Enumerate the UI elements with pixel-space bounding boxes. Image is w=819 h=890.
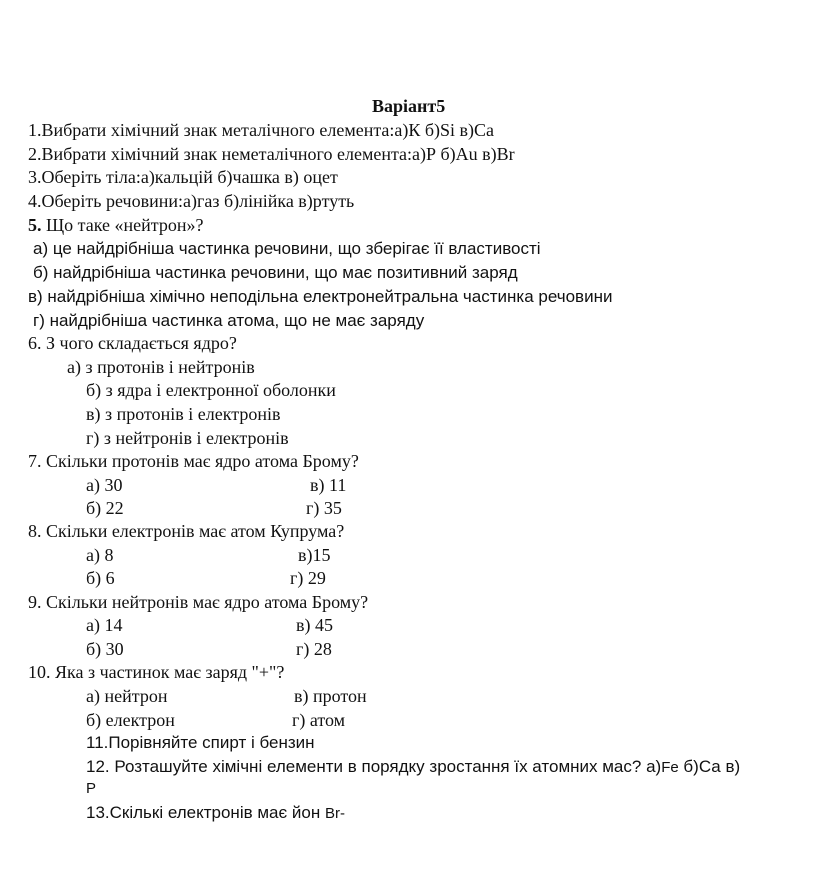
question-8-option-c: в)15 [298,545,331,565]
question-1: 1.Вибрати хімічний знак металічного елемента:а)К б)Si в)Ca [28,120,495,140]
question-5-text: Що таке «нейтрон»? [41,215,204,235]
question-8-option-b: б) 6 [86,568,115,588]
question-5-option-c: в) найдрібніша хімічно неподільна електронейтральна частинка речовини [28,287,613,306]
question-7: 7. Скільки протонів має ядро атома Брому? [28,451,359,471]
question-10-option-d: г) атом [292,710,346,730]
question-9-option-a: а) 14 [86,615,123,635]
question-9-option-c: в) 45 [296,615,333,635]
question-5-option-d: г) найдрібніша частинка атома, що не має заряду [33,311,425,330]
question-8-option-d: г) 29 [290,568,326,588]
question-6-option-b: б) з ядра і електронної оболонки [86,380,336,400]
question-12-option-a: а) [646,757,662,776]
question-10-option-b: б) електрон [86,710,175,730]
question-9: 9. Скільки нейтронів має ядро атома Брому? [28,592,369,612]
question-12-options-bc: б)Са в) [678,757,741,776]
question-13 [86,804,345,821]
question-12-element-p: Р [86,780,97,797]
question-9-option-d: г) 28 [296,639,332,659]
question-6-option-c: в) з протонів і електронів [86,404,281,424]
question-13-text: 13.Скількі електронів має йон [86,803,325,822]
question-7-option-d: г) 35 [306,498,342,518]
question-3: 3.Оберіть тіла:а)кальцій б)чашка в) оцет [28,167,338,187]
question-12-element-fe: Fe [661,759,679,776]
question-7-option-b: б) 22 [86,498,124,518]
question-9-option-b: б) 30 [86,639,124,659]
question-2: 2.Вибрати хімічний знак неметалічного елемента:а)Р б)Au в)Br [28,144,515,164]
question-5-number: 5. [28,215,42,235]
question-8-option-a: а) 8 [86,545,114,565]
question-8: 8. Скільки електронів має атом Купрума? [28,521,345,541]
question-10: 10. Яка з частинок має заряд "+"? [28,662,285,682]
question-13-ion: Br- [324,805,345,822]
question-5-option-a: а) це найдрібніша частинка речовини, що зберігає її властивості [33,239,541,258]
question-6: 6. З чого складається ядро? [28,333,237,353]
question-11: 11.Порівняйте спирт і бензин [86,733,315,752]
question-7-option-a: а) 30 [86,475,123,495]
question-6-option-d: г) з нейтронів і електронів [86,428,289,448]
question-12 [86,758,740,775]
question-6-option-a: а) з протонів і нейтронів [67,357,255,377]
question-10-option-c: в) протон [294,686,367,706]
question-4: 4.Оберіть речовини:а)газ б)лінійка в)ртуть [28,191,355,211]
question-5-option-b: б) найдрібніша частинка речовини, що має позитивний заряд [33,263,518,282]
page-title: Варіант5 [372,96,446,116]
question-12-text: 12. Розташуйте хімічні елементи в порядку зростання їх атомних мас? [86,757,647,776]
question-10-option-a: а) нейтрон [86,686,168,706]
question-5 [28,216,203,234]
question-7-option-c: в) 11 [310,475,347,495]
